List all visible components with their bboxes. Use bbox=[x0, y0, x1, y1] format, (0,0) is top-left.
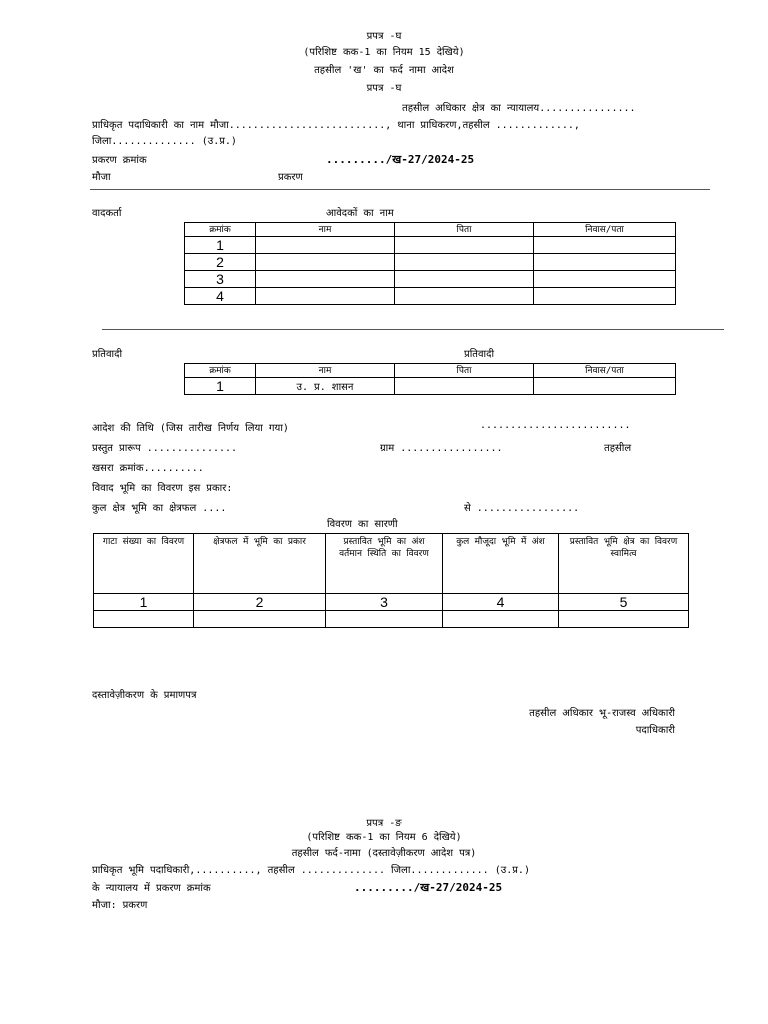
row-number: 1 bbox=[185, 378, 256, 395]
footer-line-1: प्राधिकृत भूमि पदाधिकारी,.........., तहसील .............. जिला............. (उ.प्र.) bbox=[92, 865, 530, 876]
plot-label: खसरा क्रमांक.......... bbox=[92, 463, 204, 474]
header-serial: क्रमांक bbox=[185, 223, 256, 237]
footer-case-number: ........./ख-27/2024-25 bbox=[354, 881, 503, 894]
respondent-label: प्रतिवादी bbox=[92, 349, 123, 360]
divider-2 bbox=[102, 329, 724, 330]
row-number: 3 bbox=[185, 271, 256, 288]
case-label: प्रकरण क्रमांक bbox=[92, 155, 147, 166]
header-father: पिता bbox=[395, 223, 534, 237]
details-table-title: विवरण का सारणी bbox=[327, 519, 398, 530]
mauja-label: मौजा bbox=[92, 172, 111, 183]
header-name: नाम bbox=[256, 223, 395, 237]
details-table bbox=[93, 533, 689, 628]
applicant-table bbox=[184, 222, 676, 305]
table-row bbox=[185, 288, 676, 305]
hectare-label: से ................. bbox=[464, 503, 580, 514]
header-serial: क्रमांक bbox=[185, 364, 256, 378]
row-name bbox=[256, 271, 395, 288]
row-address bbox=[534, 378, 676, 395]
header-share: प्रस्तावित भूमि का अंश वर्तमान स्थिति का विवरण bbox=[326, 534, 443, 594]
header-name: नाम bbox=[256, 364, 395, 378]
officer-line: प्राधिकृत पदाधिकारी का नाम मौजा.........................., थाना प्राधिकरण,तहसील ............., bbox=[92, 120, 580, 131]
empty-cell bbox=[194, 611, 326, 628]
divider-1 bbox=[90, 189, 710, 190]
table-row bbox=[185, 378, 676, 395]
row-father bbox=[395, 254, 534, 271]
row-father bbox=[395, 378, 534, 395]
certificate-label: दस्तावेज़ीकरण के प्रमाणपत्र bbox=[92, 690, 197, 701]
column-number: 3 bbox=[326, 594, 443, 611]
header-ownership: प्रस्तावित भूमि क्षेत्र का विवरण स्वामित्व bbox=[559, 534, 689, 594]
row-address bbox=[534, 254, 676, 271]
village-label: ग्राम ................. bbox=[380, 443, 503, 454]
form-heading-2-rule: (परिशिष्ट कक-1 का नियम 6 देखिये) bbox=[306, 832, 462, 843]
court-line: तहसील अधिकार क्षेत्र का न्यायालय................ bbox=[402, 103, 636, 114]
table-row bbox=[94, 611, 689, 628]
footer-line-3: मौजा: प्रकरण bbox=[92, 900, 148, 911]
applicant-table-title: आवेदकों का नाम bbox=[326, 208, 394, 219]
row-address bbox=[534, 271, 676, 288]
header-plot: गाटा संख्या का विवरण bbox=[94, 534, 194, 594]
subject-label: विवाद भूमि का विवरण इस प्रकार: bbox=[92, 483, 233, 494]
order-date-value: ......................... bbox=[480, 420, 631, 431]
order-date-label: आदेश की तिथि (जिस तारीख निर्णय लिया गया) bbox=[92, 423, 289, 434]
respondent-table bbox=[184, 363, 676, 395]
column-number: 2 bbox=[194, 594, 326, 611]
header-address: निवास/पता bbox=[534, 223, 676, 237]
empty-cell bbox=[559, 611, 689, 628]
column-number: 5 bbox=[559, 594, 689, 611]
table-row bbox=[185, 271, 676, 288]
table-row bbox=[94, 594, 689, 611]
section-label: प्रस्तुत प्रारूप ............... bbox=[92, 443, 238, 454]
form-subheading-1: (परिशिष्ट कक-1 का नियम 15 देखिये) bbox=[303, 47, 465, 58]
header-father: पिता bbox=[395, 364, 534, 378]
form-heading-2: प्रपत्र -ङ bbox=[366, 818, 402, 829]
form-subheading-3: प्रपत्र -घ bbox=[366, 83, 402, 94]
applicant-table-header bbox=[185, 223, 676, 237]
form-heading-1: प्रपत्र -घ bbox=[366, 31, 402, 42]
footer-case-label: के न्यायालय में प्रकरण क्रमांक bbox=[92, 883, 211, 894]
area-label: कुल क्षेत्र भूमि का क्षेत्रफल .... bbox=[92, 503, 227, 514]
empty-cell bbox=[94, 611, 194, 628]
case-number: ........./ख-27/2024-25 bbox=[326, 153, 475, 166]
row-number: 1 bbox=[185, 237, 256, 254]
row-number: 4 bbox=[185, 288, 256, 305]
header-address: निवास/पता bbox=[534, 364, 676, 378]
row-address bbox=[534, 237, 676, 254]
table-row bbox=[185, 237, 676, 254]
applicant-label: वादकर्ता bbox=[92, 208, 122, 219]
row-name bbox=[256, 237, 395, 254]
signatory-designation: पदाधिकारी bbox=[635, 725, 675, 736]
empty-cell bbox=[443, 611, 559, 628]
row-name bbox=[256, 288, 395, 305]
row-name bbox=[256, 254, 395, 271]
case-type-label: प्रकरण bbox=[278, 172, 303, 183]
signatory-title: तहसील अधिकार भू-राजस्व अधिकारी bbox=[529, 708, 675, 719]
column-number: 4 bbox=[443, 594, 559, 611]
column-number: 1 bbox=[94, 594, 194, 611]
details-table-header bbox=[94, 534, 689, 594]
header-total: कुल मौजूदा भूमि में अंश bbox=[443, 534, 559, 594]
district-line: जिला.............. (उ.प्र.) bbox=[92, 136, 237, 147]
form-subheading-2: तहसील 'ख' का फर्द नामा आदेश bbox=[314, 65, 454, 76]
empty-cell bbox=[326, 611, 443, 628]
form-heading-2-title: तहसील फर्द-नामा (दस्तावेज़ीकरण आदेश पत्र) bbox=[291, 848, 477, 859]
row-father bbox=[395, 271, 534, 288]
row-father bbox=[395, 288, 534, 305]
row-number: 2 bbox=[185, 254, 256, 271]
row-address bbox=[534, 288, 676, 305]
table-row bbox=[185, 254, 676, 271]
row-father bbox=[395, 237, 534, 254]
tehsil-label: तहसील bbox=[604, 443, 632, 454]
respondent-table-header bbox=[185, 364, 676, 378]
respondent-table-title: प्रतिवादी bbox=[464, 349, 495, 360]
header-land-type: क्षेत्रफल में भूमि का प्रकार bbox=[194, 534, 326, 594]
row-name: उ. प्र. शासन bbox=[256, 378, 395, 395]
